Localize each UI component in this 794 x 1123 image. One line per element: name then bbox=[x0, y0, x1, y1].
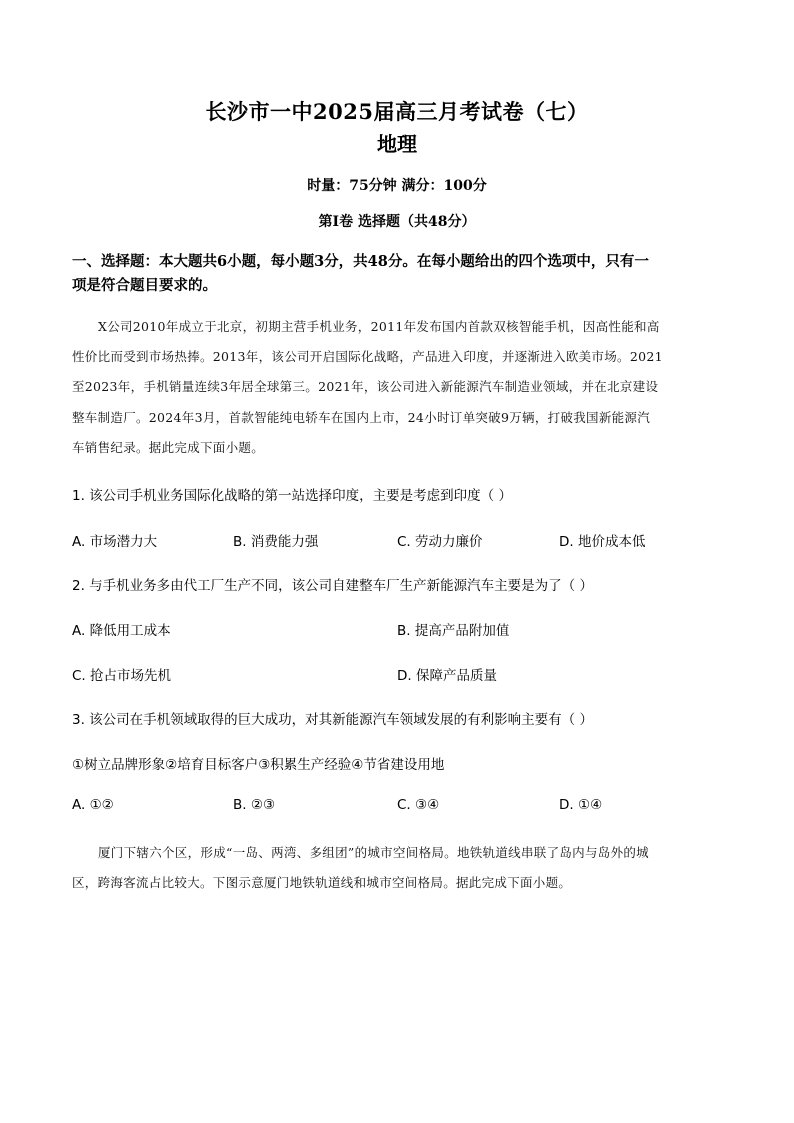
time-score-info: 时量：75分钟 满分：100分 bbox=[307, 178, 487, 194]
passage-line: 整车制造厂。2024年3月，首款智能纯电轿车在国内上市，24小时订单突破9万辆，打破我国新能源汽 bbox=[72, 410, 651, 425]
passage-line: 至2023年，手机销量连续3年居全球第三。2021年，该公司进入新能源汽车制造业领域，并在北京建设 bbox=[72, 379, 659, 394]
section-instruction-line1: 一、选择题：本大题共6小题，每小题3分，共48分。在每小题给出的四个选项中，只有一 bbox=[72, 253, 649, 270]
passage-line: 区，跨海客流占比较大。下图示意厦门地铁轨道线和城市空间格局。据此完成下面小题。 bbox=[72, 875, 572, 890]
question-1-option-b[interactable]: B. 消费能力强 bbox=[233, 534, 319, 550]
question-1-option-a[interactable]: A. 市场潜力大 bbox=[72, 534, 158, 550]
question-2-option-d[interactable]: D. 保障产品质量 bbox=[397, 668, 497, 684]
question-3-statements: ①树立品牌形象②培育目标客户③积累生产经验④节省建设用地 bbox=[72, 757, 445, 773]
passage-line: 厦门下辖六个区，形成“一岛、两湾、多组团”的城市空间格局。地铁轨道线串联了岛内与岛外的城 bbox=[98, 845, 649, 860]
section-instruction-line2: 项是符合题目要求的。 bbox=[72, 277, 217, 294]
passage-line: 性价比而受到市场热捧。2013年，该公司开启国际化战略，产品进入印度，并逐渐进入欧美市场。2021 bbox=[72, 349, 663, 364]
question-1-option-d[interactable]: D. 地价成本低 bbox=[559, 534, 646, 550]
question-2-stem: 2. 与手机业务多由代工厂生产不同，该公司自建整车厂生产新能源汽车主要是为了（ ） bbox=[72, 578, 593, 594]
question-1-option-c[interactable]: C. 劳动力廉价 bbox=[397, 534, 483, 550]
question-3-stem: 3. 该公司在手机领域取得的巨大成功，对其新能源汽车领域发展的有利影响主要有（ ） bbox=[72, 712, 593, 728]
question-3-option-d[interactable]: D. ①④ bbox=[559, 797, 603, 813]
passage-line: X公司2010年成立于北京，初期主营手机业务，2011年发布国内首款双核智能手机，因高性能和高 bbox=[98, 319, 660, 334]
subject-title: 地理 bbox=[377, 132, 417, 156]
volume-heading: 第Ⅰ卷 选择题（共48分） bbox=[318, 214, 476, 230]
question-2-option-b[interactable]: B. 提高产品附加值 bbox=[397, 623, 510, 639]
exam-title: 长沙市一中2025届高三月考试卷（七） bbox=[205, 99, 589, 124]
question-2-option-c[interactable]: C. 抢占市场先机 bbox=[72, 668, 172, 684]
question-3-option-b[interactable]: B. ②③ bbox=[233, 797, 276, 813]
question-3-option-a[interactable]: A. ①② bbox=[72, 797, 114, 813]
question-1-stem: 1. 该公司手机业务国际化战略的第一站选择印度，主要是考虑到印度（ ） bbox=[72, 488, 512, 504]
passage-line: 车销售纪录。据此完成下面小题。 bbox=[72, 440, 265, 455]
question-2-option-a[interactable]: A. 降低用工成本 bbox=[72, 623, 171, 639]
question-3-option-c[interactable]: C. ③④ bbox=[397, 797, 440, 813]
